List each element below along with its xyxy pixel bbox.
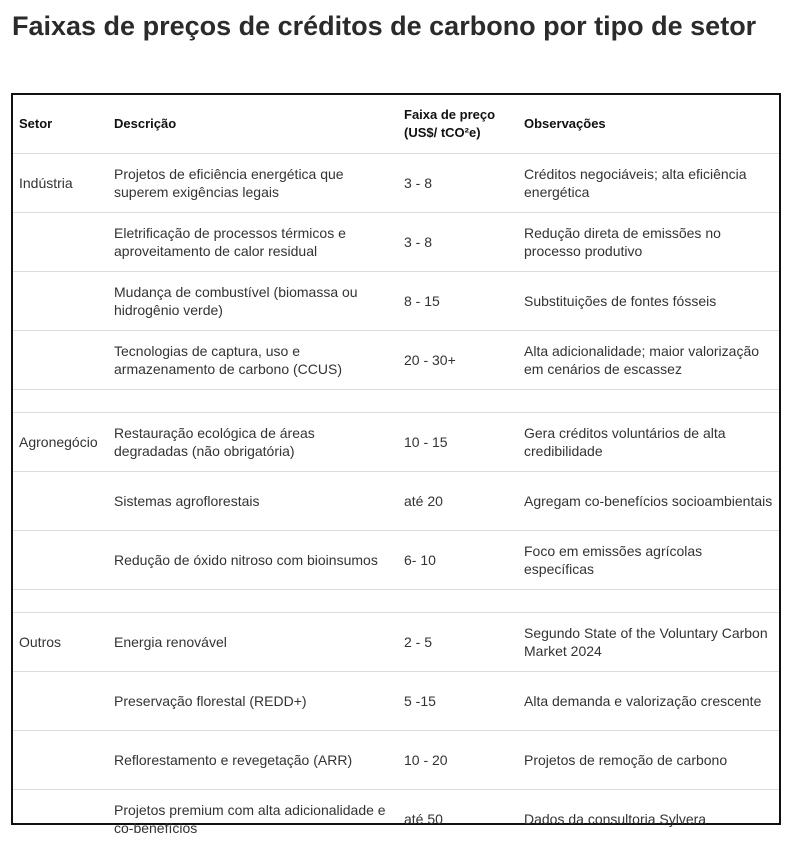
cell-descricao: Restauração ecológica de áreas degradadas (não obrigatória) <box>108 413 398 472</box>
cell-setor <box>13 731 108 790</box>
header-faixa-line1: Faixa de preço <box>404 107 495 122</box>
spacer-row <box>13 590 779 613</box>
header-setor: Setor <box>13 95 108 154</box>
cell-setor <box>13 531 108 590</box>
header-faixa <box>398 95 518 154</box>
table-row <box>13 154 779 213</box>
cell-setor: Agronegócio <box>13 413 108 472</box>
cell-faixa: até 50 <box>398 790 518 848</box>
header-descricao: Descrição <box>108 95 398 154</box>
header-faixa-line2: (US$/ tCO²e) <box>404 125 481 140</box>
table-row <box>13 472 779 531</box>
cell-descricao: Reflorestamento e revegetação (ARR) <box>108 731 398 790</box>
page-title: Faixas de preços de créditos de carbono por tipo de setor <box>12 10 772 43</box>
cell-faixa: 6- 10 <box>398 531 518 590</box>
cell-observacoes: Gera créditos voluntários de alta credibilidade <box>518 413 779 472</box>
spacer-cell <box>13 390 779 413</box>
cell-observacoes: Segundo State of the Voluntary Carbon Market 2024 <box>518 613 779 672</box>
cell-setor <box>13 472 108 531</box>
table-row <box>13 331 779 390</box>
table-row <box>13 213 779 272</box>
cell-observacoes: Substituições de fontes fósseis <box>518 272 779 331</box>
cell-descricao: Preservação florestal (REDD+) <box>108 672 398 731</box>
cell-descricao: Sistemas agroflorestais <box>108 472 398 531</box>
cell-descricao: Tecnologias de captura, uso e armazenamento de carbono (CCUS) <box>108 331 398 390</box>
table-row <box>13 613 779 672</box>
cell-faixa: 10 - 15 <box>398 413 518 472</box>
cell-setor: Indústria <box>13 154 108 213</box>
cell-faixa: 10 - 20 <box>398 731 518 790</box>
cell-faixa: 8 - 15 <box>398 272 518 331</box>
cell-faixa: 20 - 30+ <box>398 331 518 390</box>
table-row <box>13 790 779 848</box>
cell-faixa: 3 - 8 <box>398 154 518 213</box>
table-row <box>13 531 779 590</box>
price-table <box>13 95 779 848</box>
cell-observacoes: Alta demanda e valorização crescente <box>518 672 779 731</box>
cell-setor <box>13 672 108 731</box>
table-row <box>13 413 779 472</box>
cell-setor <box>13 213 108 272</box>
cell-faixa: 2 - 5 <box>398 613 518 672</box>
cell-faixa: 5 -15 <box>398 672 518 731</box>
cell-observacoes: Redução direta de emissões no processo produtivo <box>518 213 779 272</box>
header-observacoes: Observações <box>518 95 779 154</box>
cell-observacoes: Agregam co-benefícios socioambientais <box>518 472 779 531</box>
cell-observacoes: Dados da consultoria Sylvera <box>518 790 779 848</box>
cell-descricao: Projetos premium com alta adicionalidade e co-benefícios <box>108 790 398 848</box>
cell-descricao: Redução de óxido nitroso com bioinsumos <box>108 531 398 590</box>
cell-descricao: Mudança de combustível (biomassa ou hidrogênio verde) <box>108 272 398 331</box>
price-table-frame <box>11 93 781 825</box>
cell-setor <box>13 272 108 331</box>
table-row <box>13 672 779 731</box>
cell-faixa: até 20 <box>398 472 518 531</box>
table-header-row <box>13 95 779 154</box>
table-row <box>13 731 779 790</box>
spacer-cell <box>13 590 779 613</box>
cell-setor <box>13 331 108 390</box>
cell-observacoes: Foco em emissões agrícolas específicas <box>518 531 779 590</box>
spacer-row <box>13 390 779 413</box>
cell-observacoes: Créditos negociáveis; alta eficiência energética <box>518 154 779 213</box>
cell-descricao: Eletrificação de processos térmicos e aproveitamento de calor residual <box>108 213 398 272</box>
cell-descricao: Energia renovável <box>108 613 398 672</box>
cell-observacoes: Projetos de remoção de carbono <box>518 731 779 790</box>
cell-descricao: Projetos de eficiência energética que superem exigências legais <box>108 154 398 213</box>
cell-faixa: 3 - 8 <box>398 213 518 272</box>
cell-observacoes: Alta adicionalidade; maior valorização em cenários de escassez <box>518 331 779 390</box>
cell-setor <box>13 790 108 848</box>
table-row <box>13 272 779 331</box>
cell-setor: Outros <box>13 613 108 672</box>
